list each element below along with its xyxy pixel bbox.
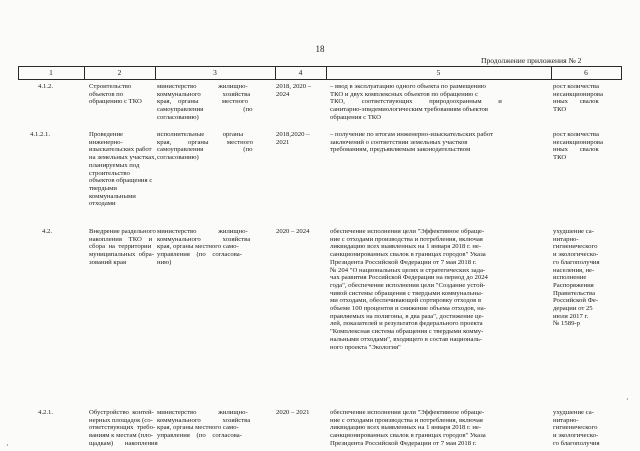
expected-result: – ввод в эксплуатацию одного объекта по размещению ТКО и двух комплексных объектов по обращению с ТКО, соответствующих природоохранным и санитарно-эпидемиологическим требованиям объектов обращения с ТКО [330, 83, 502, 121]
executor: исполнительные органы края, органы местного самоуправления (по согласованию) [157, 131, 253, 162]
executor: министерство жилищно- коммунального хозяйства края, органы местного само- управления (по согласова- [157, 409, 251, 440]
row-number: 4.2. [42, 228, 53, 235]
period: 2020 – 2021 [276, 409, 310, 416]
measure-name: Внедрение раздельного накопления ТКО и сбора на территории муниципальных обра- зований края [89, 228, 156, 266]
period: 2018, 2020 – 2024 [276, 83, 312, 98]
header-col-2: 2 [117, 68, 122, 77]
header-col-1: 1 [49, 68, 53, 77]
scan-speck: · [6, 441, 9, 450]
expected-result: – получение по итогам инженерно-изыскательских работ заключений о соответствии земельных участков требованиям, предъявляемым законодательством [330, 131, 493, 154]
expected-result: обеспечение исполнения цели "Эффективное обраще- ние с отходами производства и потребления, включая ликвидацию всех выявленных на 1 января 2018 г. не- санкционированных свалок в границах городов" Указа Президента Российской Федерации от 7 мая 2018 г. № 204 "О национальных целях и стратегических зада- чах развития Российской Федерации на период до 2024 года", обеспечение исполнения цели "Создание устой- чивой системы обращения с твердыми коммунальны- ми отходами, обеспечивающей сортировку отходов в объеме 100 процентов и снижение объема отходов, на- правляемых на полигоны, в два раза", достижение це- лей, показателей и результатов федерального проекта "Комплексная система обращения с твердыми комму- нальными отходами", входящего в состав националь- ного проекта "Экология" [330, 228, 488, 351]
header-col-6: 6 [584, 68, 588, 77]
non-implementation-consequence: ухудшение са- нитарно- гигиенического и экологическо- го благополучия [553, 409, 600, 447]
row-number: 4.2.1. [38, 409, 54, 416]
appendix-continuation-note: Продолжение приложения № 2 [481, 56, 582, 65]
executor: министерство жилищно- коммунального хозяйства края, органы местного самоуправления (по согласованию) [157, 83, 253, 121]
period: 2018,2020 – 2021 [276, 131, 310, 146]
header-col-3: 3 [213, 68, 217, 77]
header-col-5: 5 [436, 68, 441, 77]
page-number: 18 [315, 44, 325, 54]
expected-result: обеспечение исполнения цели "Эффективное обраще- ние с отходами производства и потребления, включая ликвидацию всех выявленных на 1 января 2018 г. не- санкционированных свалок в границах городов" Указа Президента Российской Федерации от 7 мая 2018 г. [330, 409, 486, 447]
scan-speck: · [626, 395, 629, 404]
executor: министерство жилищно- коммунального хозяйства края, органы местного само- управления (по согласова- нию) [157, 228, 251, 266]
non-implementation-consequence: рост количества несанкционирова нных свалок ТКО [553, 131, 603, 162]
header-col-4: 4 [298, 68, 303, 77]
column-divider [621, 66, 622, 80]
non-implementation-consequence: ухудшение са- нитарно- гигиенического и экологическо- го благополучия населения, не- исполнение Распоряжения Правительства Российской Фе- дерации от 25 июля 2017 г. № 1589-р [553, 228, 600, 328]
measure-name: Обустройство контей- нерных площадок (со- ответствующих требо- ваниям к местам (пло- щадкам) накопления [89, 409, 158, 447]
period: 2020 – 2024 [276, 228, 310, 235]
row-number: 4.1.2. [38, 83, 54, 90]
non-implementation-consequence: рост количества несанкционирова нных свалок ТКО [553, 83, 603, 114]
measure-name: Проведение инженерно- изыскательских работ на земельных участках, планируемых под строительство объектов обращения с твердыми коммунальными отходами [89, 131, 157, 208]
row-number: 4.1.2.1. [30, 131, 51, 138]
table-header-bottom-border [18, 79, 622, 80]
measure-name: Строительство объектов по обращению с ТКО [89, 83, 142, 106]
